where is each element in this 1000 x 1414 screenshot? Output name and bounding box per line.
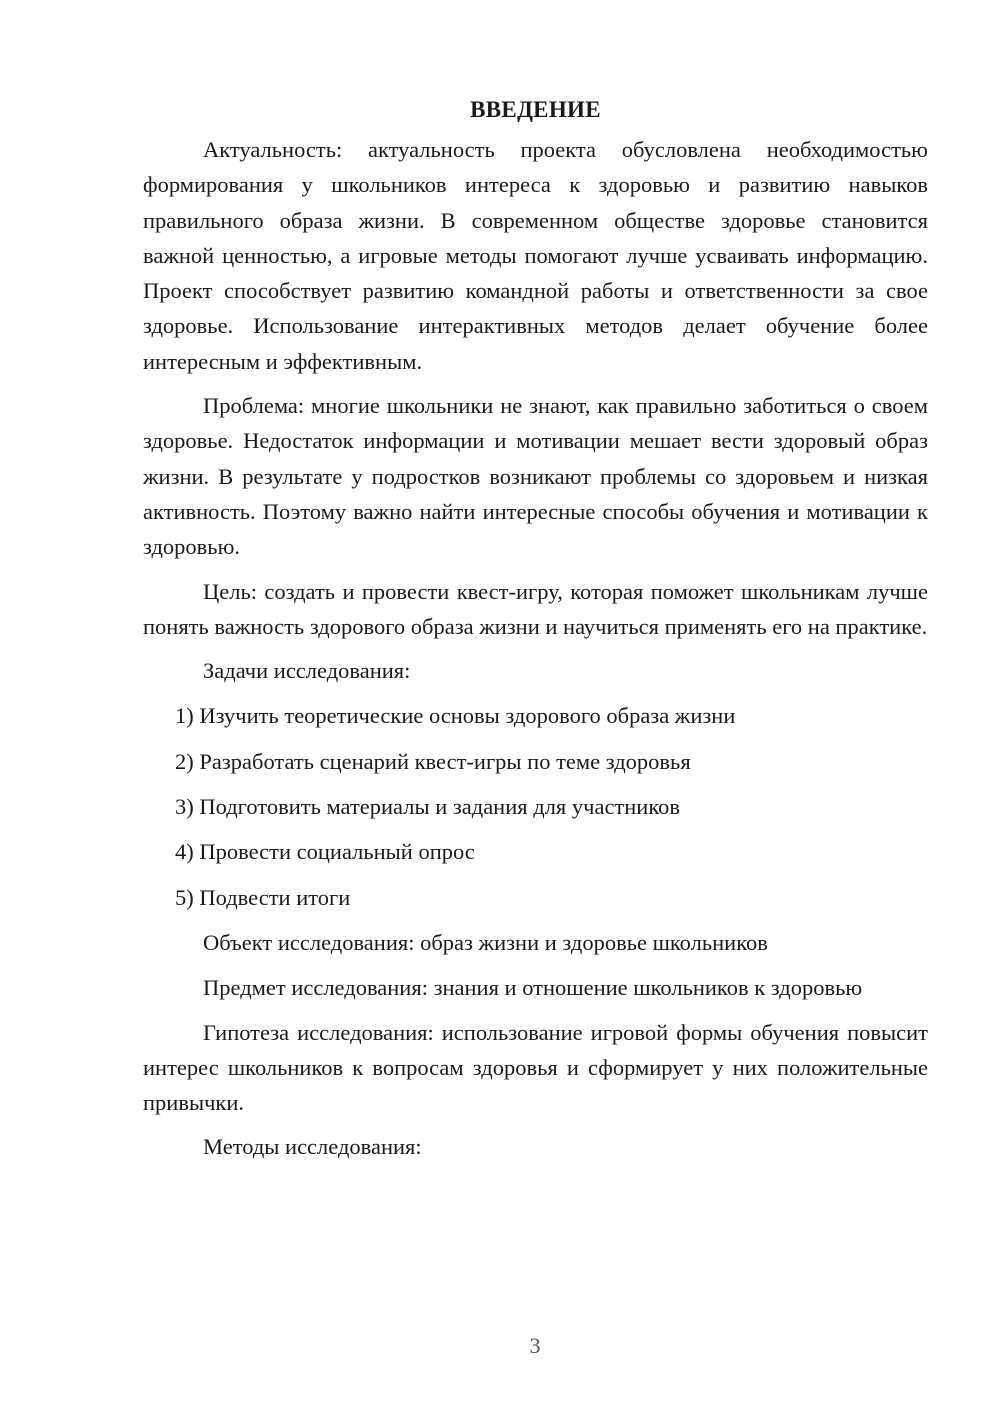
document-page [143, 88, 928, 1175]
tasks-list [143, 698, 928, 914]
list-item: 3) Подготовить материалы и задания для участников [175, 794, 681, 820]
subject-paragraph: Предмет исследования: знания и отношение школьников к здоровью [203, 975, 863, 1001]
list-item: 1) Изучить теоретические основы здорового образа жизни [175, 703, 736, 729]
hypothesis-paragraph: Гипотеза исследования: использование игровой формы обучения повысит интерес школьников к вопросам здоровья и сформирует у них положительные привычки. [143, 1019, 928, 1116]
object-paragraph: Объект исследования: образ жизни и здоровье школьников [203, 929, 768, 955]
goal-paragraph: Цель: создать и провести квест-игру, которая поможет школьникам лучше понять важность здорового образа жизни и научиться применять его на практике. [143, 578, 928, 639]
page-number: 3 [529, 1333, 541, 1358]
page-title: ВВЕДЕНИЕ [470, 97, 601, 122]
list-item: 4) Провести социальный опрос [175, 839, 475, 865]
list-item: 2) Разработать сценарий квест-игры по теме здоровья [175, 748, 691, 774]
problem-paragraph: Проблема: многие школьники не знают, как правильно заботиться о своем здоровье. Недостаток информации и мотивации мешает вести здоровый образ жизни. В результате у подростков возникают проблемы со здоровьем и низкая активность. Поэтому важно найти интересные способы обучения и мотивации к здоровью. [143, 393, 928, 560]
list-item: 5) Подвести итоги [175, 884, 351, 910]
tasks-heading: Задачи исследования: [203, 658, 411, 684]
relevance-paragraph: Актуальность: актуальность проекта обусловлена необходимостью формирования у школьников интереса к здоровью и развитию навыков правильного образа жизни. В современном обществе здоровье становится важной ценностью, а игровые методы помогают лучше усваивать информацию. Проект способствует развитию командной работы и ответственности за свое здоровье. Использование интерактивных методов делает обучение более интересным и эффективным. [143, 137, 928, 374]
methods-heading: Методы исследования: [203, 1134, 422, 1160]
